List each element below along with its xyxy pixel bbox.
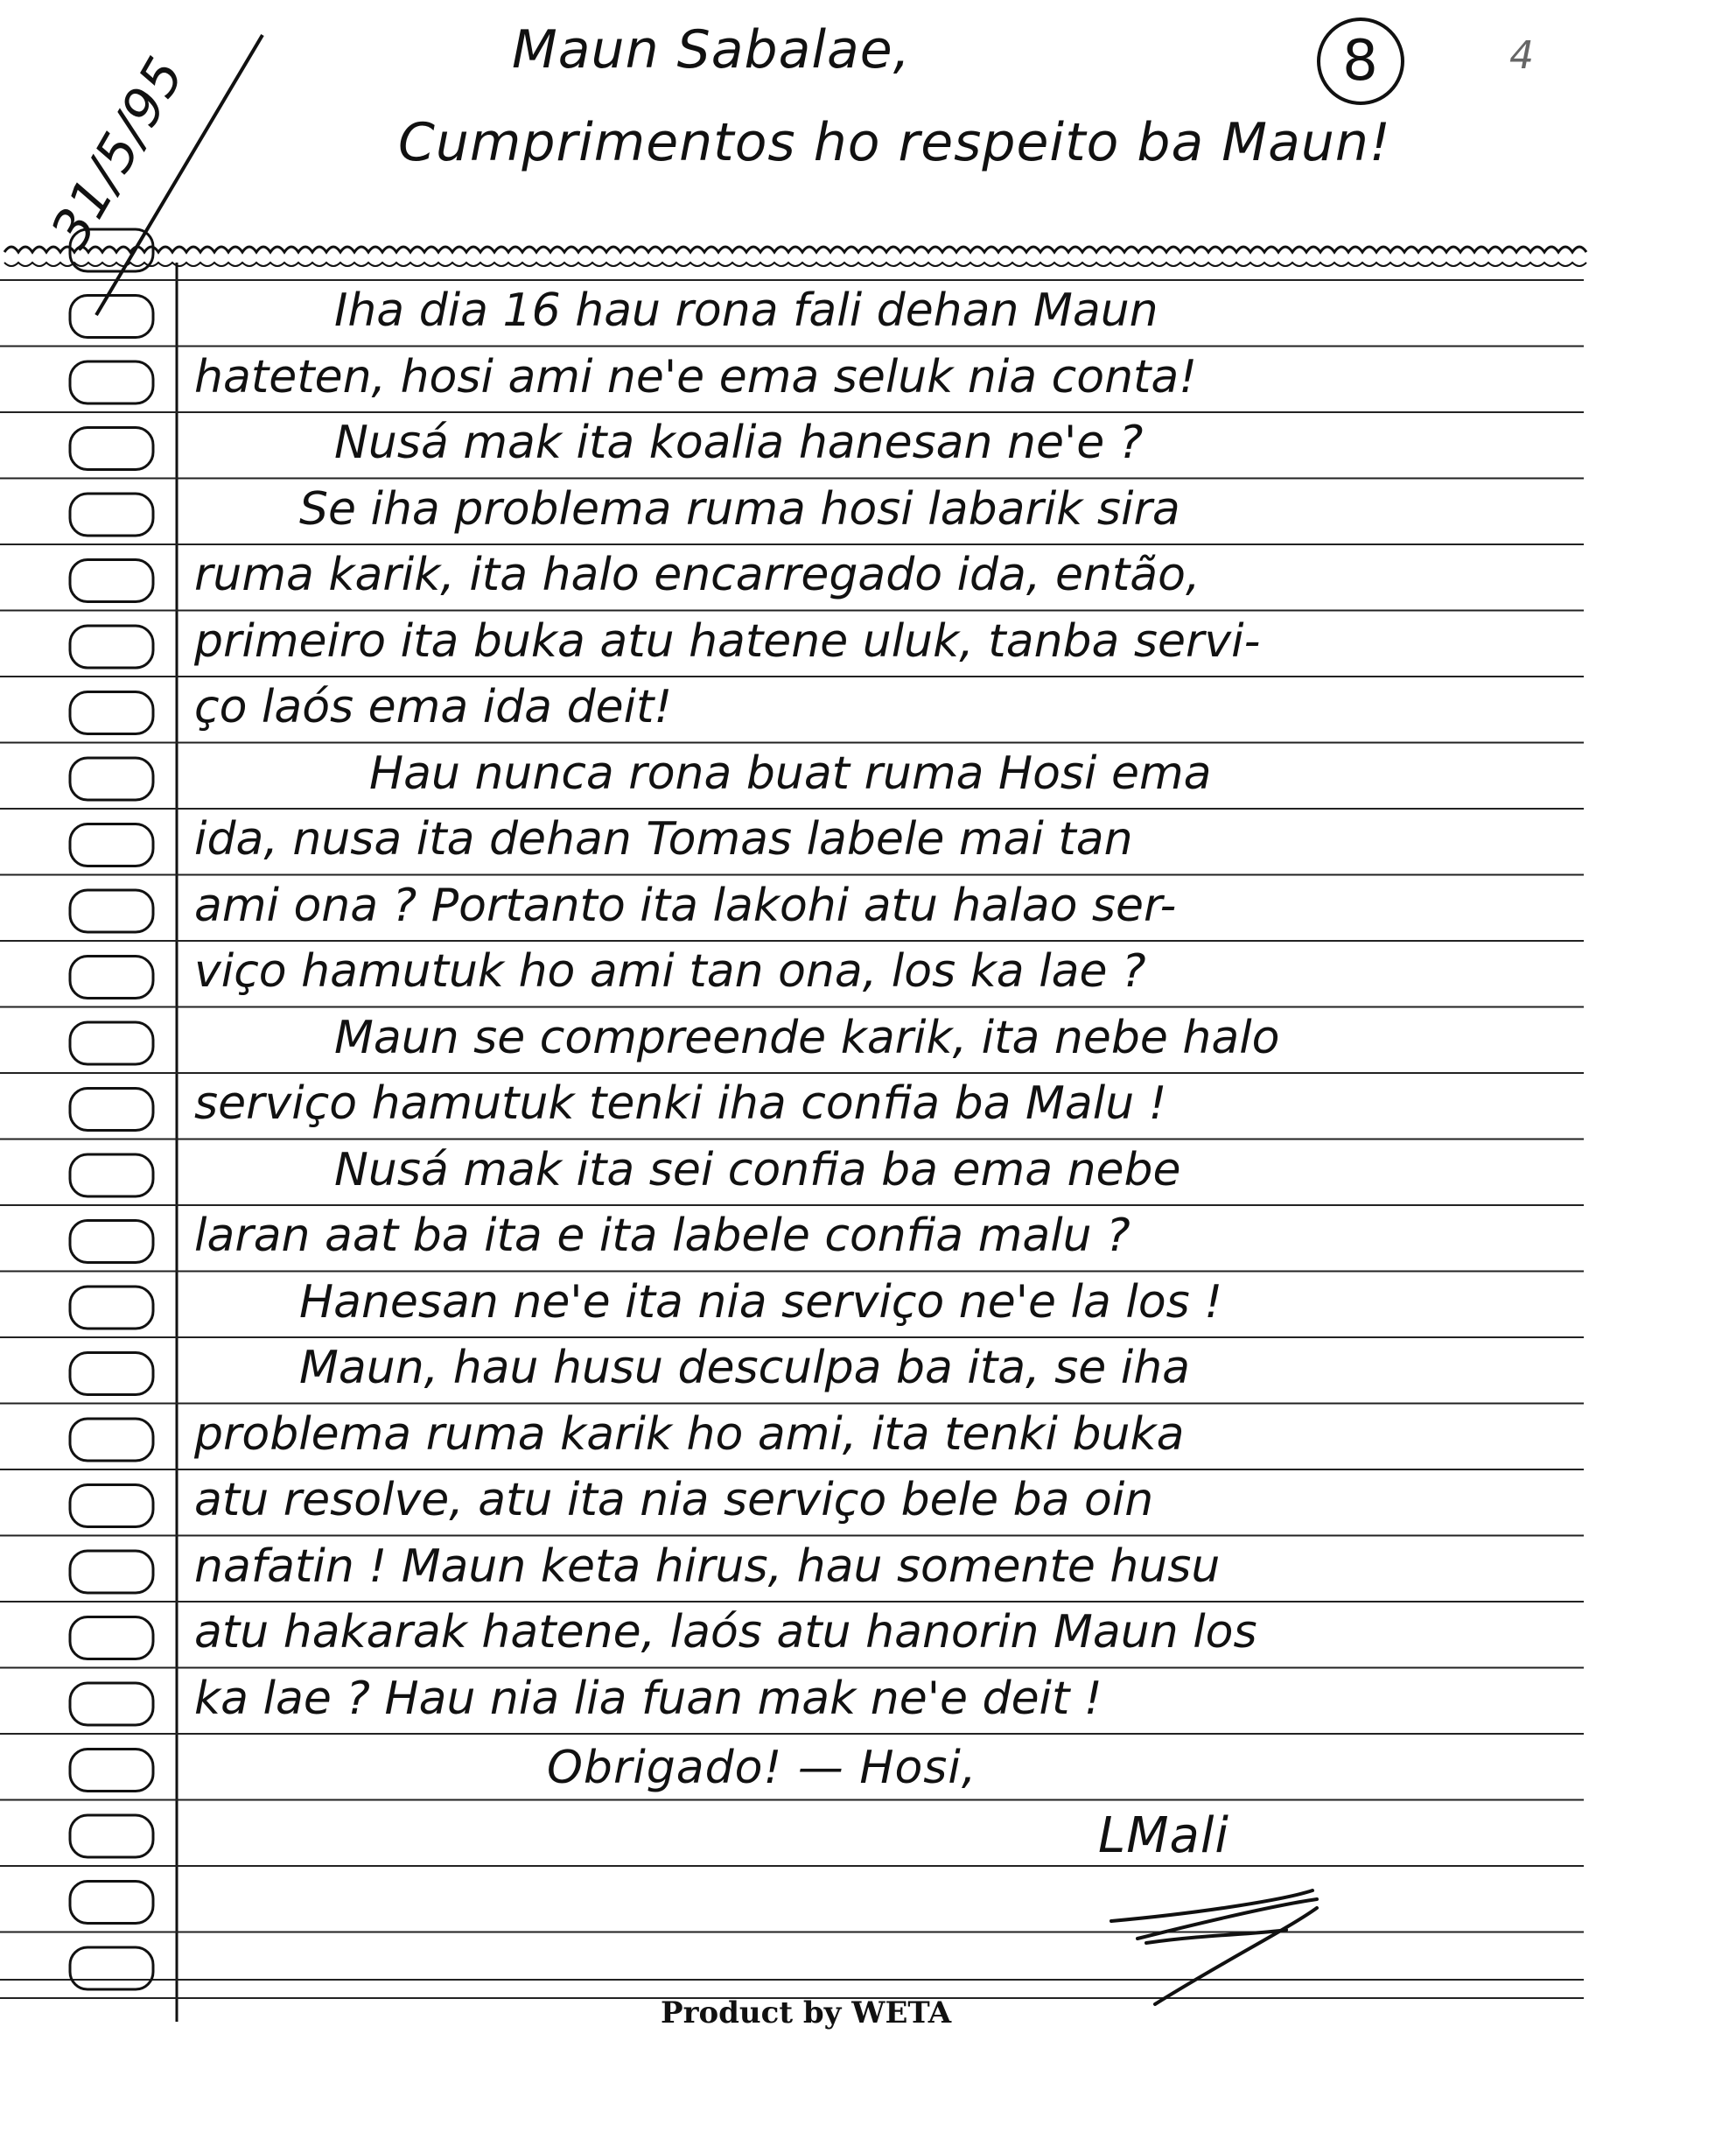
- signature-scribble: [1111, 1890, 1317, 2004]
- letter-body: [194, 278, 1586, 1732]
- body-line: laran aat ba ita e ita labele confia malu ?: [194, 1210, 1130, 1262]
- date-note: 31/5/95: [39, 46, 197, 258]
- body-line: ami ona ? Portanto ita lakohi atu halao ser-: [194, 879, 1177, 932]
- body-line: ço laós ema ida deit!: [194, 681, 673, 733]
- body-line: Hanesan ne'e ita nia serviço ne'e la los !: [299, 1275, 1223, 1329]
- binder-ring: [70, 1089, 153, 1131]
- binder-ring: [70, 1485, 153, 1527]
- corner-page-mark: 4: [1509, 33, 1535, 78]
- decorative-wavy-border: [4, 247, 1586, 252]
- binder-ring: [70, 1750, 153, 1792]
- body-line: Nusá mak ita sei confia ba ema nebe: [334, 1143, 1181, 1196]
- body-line: ka lae ? Hau nia lia fuan mak ne'e deit !: [194, 1672, 1102, 1725]
- binder-ring: [70, 1287, 153, 1329]
- body-line: atu resolve, atu ita nia serviço bele ba oin: [194, 1474, 1154, 1526]
- binder-ring: [70, 1947, 153, 1989]
- body-line: ruma karik, ita halo encarregado ida, então,: [194, 549, 1200, 601]
- body-line: hateten, hosi ami ne'e ema seluk nia conta!: [194, 350, 1198, 403]
- body-line: nafatin ! Maun keta hirus, hau somente husu: [194, 1539, 1221, 1593]
- body-line: Maun se compreende karik, ita nebe halo: [334, 1011, 1280, 1064]
- binder-ring: [70, 1221, 153, 1263]
- binder-ring: [70, 361, 153, 403]
- binder-ring: [70, 1353, 153, 1395]
- footer-brand: Product by WETA: [661, 1995, 952, 2030]
- greeting: Cumprimentos ho respeito ba Maun!: [398, 112, 1391, 173]
- body-line: ida, nusa ita dehan Tomas labele mai tan: [194, 813, 1133, 866]
- body-line: Hau nunca rona buat ruma Hosi ema: [369, 747, 1212, 800]
- binder-ring: [70, 824, 153, 866]
- body-line: atu hakarak hatene, laós atu hanorin Maun los: [194, 1606, 1257, 1659]
- body-line: Maun, hau husu desculpa ba ita, se iha: [299, 1342, 1191, 1394]
- salutation: Maun Sabalae,: [512, 19, 911, 81]
- body-line: serviço hamutuk tenki iha confia ba Malu !: [194, 1077, 1167, 1130]
- binder-ring: [70, 1551, 153, 1593]
- binder-ring: [70, 1683, 153, 1725]
- binder-ring: [70, 957, 153, 999]
- page-number-badge: 8: [1317, 18, 1404, 105]
- binder-ring: [70, 428, 153, 470]
- binder-ring: [70, 1419, 153, 1461]
- body-line: problema ruma karik ho ami, ita tenki buka: [194, 1407, 1185, 1461]
- body-line: Nusá mak ita koalia hanesan ne'e ?: [334, 417, 1144, 469]
- binder-ring: [70, 1882, 153, 1924]
- signature-name: LMali: [1098, 1807, 1229, 1864]
- body-line: viço hamutuk ho ami tan ona, los ka lae ?: [194, 945, 1146, 998]
- binder-ring: [70, 1154, 153, 1196]
- binder-ring: [70, 1617, 153, 1659]
- binder-ring: [70, 692, 153, 734]
- binder-ring: [70, 758, 153, 800]
- binder-ring: [70, 1022, 153, 1064]
- decorative-wavy-border-lower: [4, 263, 1586, 266]
- binder-ring: [70, 1815, 153, 1857]
- binder-ring: [70, 296, 153, 338]
- closing-thanks: Obrigado! — Hosi,: [547, 1742, 977, 1794]
- binder-ring: [70, 890, 153, 932]
- body-line: Iha dia 16 hau rona fali dehan Maun: [334, 284, 1158, 337]
- binder-ring: [70, 626, 153, 668]
- binder-rings: [70, 229, 153, 1989]
- binder-ring: [70, 560, 153, 602]
- body-line: Se iha problema ruma hosi labarik sira: [299, 482, 1180, 536]
- binder-ring: [70, 494, 153, 536]
- body-line: primeiro ita buka atu hatene uluk, tanba servi-: [194, 614, 1261, 668]
